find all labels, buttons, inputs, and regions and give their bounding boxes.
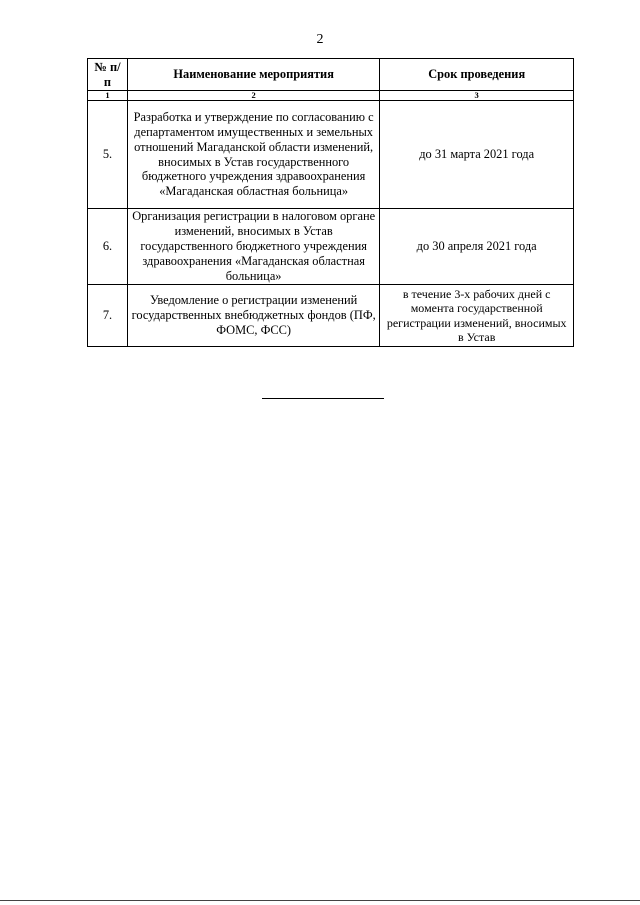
column-number-1: 1 — [88, 91, 128, 101]
table-row — [88, 285, 574, 347]
column-number-3: 3 — [380, 91, 574, 101]
row-num: 7. — [88, 285, 128, 347]
header-deadline: Срок проведения — [380, 59, 574, 91]
column-number-2: 2 — [127, 91, 379, 101]
header-num: № п/п — [88, 59, 128, 91]
row-deadline: до 31 марта 2021 года — [380, 101, 574, 209]
events-table — [87, 58, 574, 347]
table-row — [88, 209, 574, 285]
header-name: Наименование мероприятия — [127, 59, 379, 91]
row-num: 5. — [88, 101, 128, 209]
page-number: 2 — [316, 32, 324, 47]
row-num: 6. — [88, 209, 128, 285]
table-row — [88, 101, 574, 209]
row-name: Организация регистрации в налоговом органе изменений, вносимых в Устав государственного бюджетного учреждения здравоохранения «Магаданская областная больница» — [127, 209, 379, 285]
row-name: Разработка и утверждение по согласованию с департаментом имущественных и земельных отношений Магаданской области изменений, вносимых в Устав государственного бюджетного учреждения здравоохранения «Магаданская областная больница» — [127, 101, 379, 209]
table-header-row — [88, 59, 574, 91]
row-deadline: в течение 3-х рабочих дней с момента государственной регистрации изменений, вносимых в Устав — [380, 285, 574, 347]
row-name: Уведомление о регистрации изменений государственных внебюджетных фондов (ПФ, ФОМС, ФСС) — [127, 285, 379, 347]
row-deadline: до 30 апреля 2021 года — [380, 209, 574, 285]
column-numbers-row — [88, 91, 574, 101]
scan-edge-line — [0, 900, 640, 901]
end-separator-line — [262, 398, 384, 399]
